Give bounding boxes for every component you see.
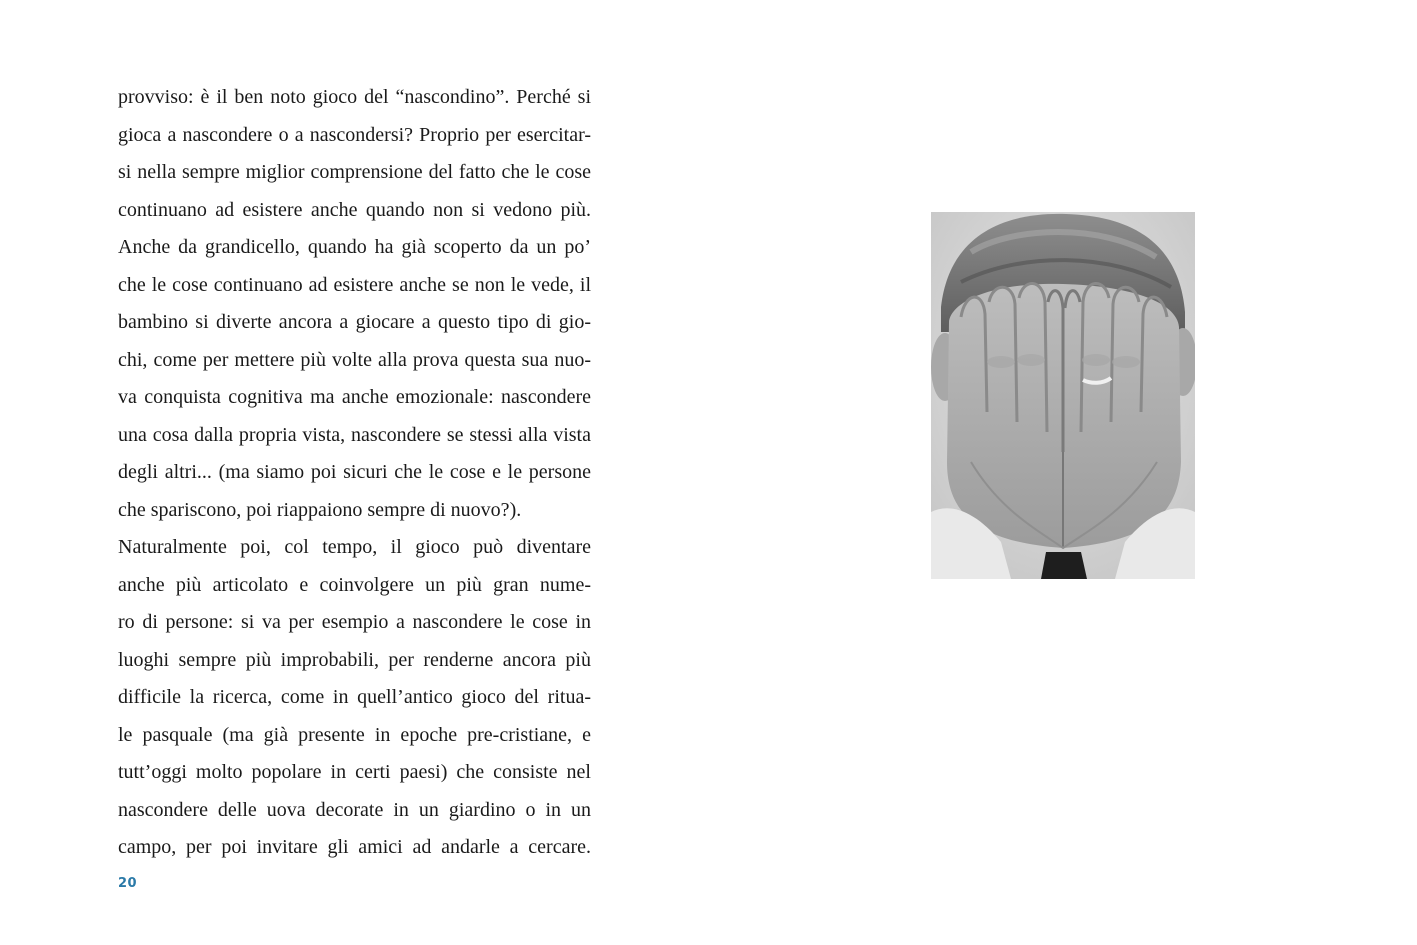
text-line: provviso: è il ben noto gioco del “nascondino”. Perché si — [118, 86, 591, 108]
text-line: difficile la ricerca, come in quell’antico gioco del ritua- — [118, 686, 591, 708]
text-line: bambino si diverte ancora a giocare a questo tipo di gio- — [118, 311, 591, 333]
text-line: si nella sempre miglior comprensione del fatto che le cose — [118, 161, 591, 183]
text-line: gioca a nascondere o a nascondersi? Proprio per esercitar- — [118, 123, 591, 146]
text-line: Naturalmente poi, col tempo, il gioco può diventare — [118, 536, 591, 558]
text-line: continuano ad esistere anche quando non si vedono più. — [118, 198, 591, 221]
photo-hands-covering-face — [931, 212, 1195, 579]
body-text — [118, 79, 591, 867]
text-line: tutt’oggi molto popolare in certi paesi) che consiste nel — [118, 761, 591, 783]
text-line: le pasquale (ma già presente in epoche pre-cristiane, e — [118, 723, 591, 746]
text-line: una cosa dalla propria vista, nascondere se stessi alla vista — [118, 423, 591, 446]
text-line: ro di persone: si va per esempio a nascondere le cose in — [118, 611, 591, 633]
text-line: che le cose continuano ad esistere anche se non le vede, il — [118, 273, 591, 296]
text-line: luoghi sempre più improbabili, per renderne ancora più — [118, 648, 591, 671]
text-line: campo, per poi invitare gli amici ad andarle a cercare. — [118, 836, 591, 858]
text-line: che spariscono, poi riappaiono sempre di nuovo?). — [118, 498, 522, 521]
page-number: 20 — [118, 876, 138, 891]
text-line: chi, come per mettere più volte alla prova questa sua nuo- — [118, 348, 591, 371]
text-line: Anche da grandicello, quando ha già scoperto da un po’ — [118, 236, 591, 258]
text-line: nascondere delle uova decorate in un giardino o in un — [118, 798, 591, 821]
text-line: degli altri... (ma siamo poi sicuri che le cose e le persone — [118, 461, 591, 483]
text-line: anche più articolato e coinvolgere un più gran nume- — [118, 573, 591, 596]
text-line: va conquista cognitiva ma anche emozionale: nascondere — [118, 386, 591, 408]
